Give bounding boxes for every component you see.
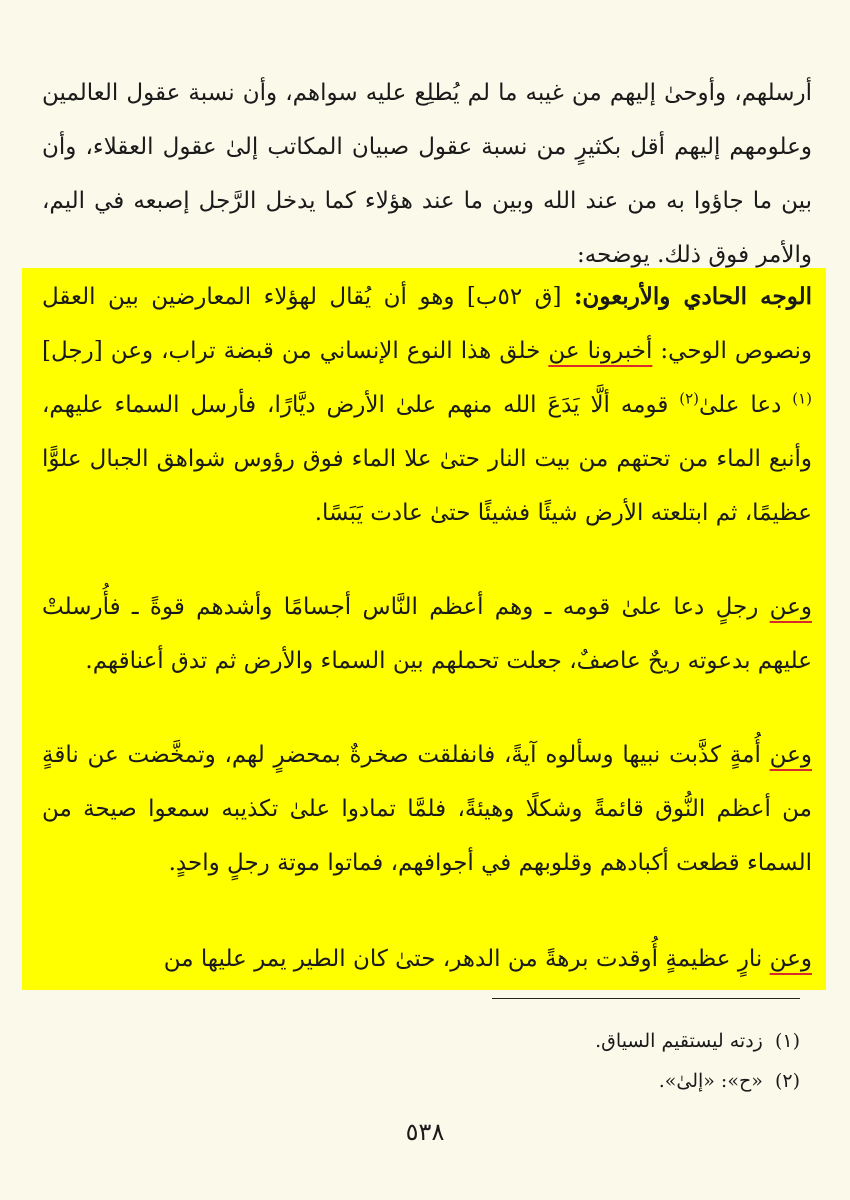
- underlined-word: وعن: [769, 742, 812, 768]
- footnote-2: [659, 1066, 800, 1096]
- p3-text: أُمةٍ كذَّبت نبيها وسألوه آيةً، فانفلقت صخرةٌ بمحضرٍ لهم، وتمخَّضت عن ناقةٍ من أعظم النُّوق قائمةً وشكلًا وهيئةً، فلمَّا تمادوا علىٰ تكذيبه سمعوا صيحة من السماء قطعت أكبادهم وقلوبهم في أجوافهم، فماتوا موتة رجلٍ واحدٍ.: [42, 742, 812, 876]
- intro-paragraph: [42, 66, 812, 282]
- p1-text-c: دعا علىٰ: [699, 392, 793, 418]
- footnote-divider: [492, 998, 800, 999]
- underlined-phrase: أخبرونا عن: [548, 338, 653, 364]
- underlined-word: وعن: [769, 946, 812, 972]
- p2-text: رجلٍ دعا علىٰ قومه ـ وهم أعظم النَّاس أجسامًا وأشدهم قوةً ـ فأُرسلتْ عليهم بدعوته ريحٌ عاصفٌ، جعلت تحملهم بين السماء والأرض ثم تدق أعناقهم.: [42, 594, 812, 674]
- p4-text: نارٍ عظيمةٍ أُوقدت برهةً من الدهر، حتىٰ كان الطير يمر عليها من: [163, 946, 770, 972]
- p1-text-d: قومه ألَّا يَدَعَ الله منهم علىٰ الأرض ديَّارًا، فأرسل السماء عليهم، وأنبع الماء من تحتهم من بيت النار حتىٰ علا الماء فوق رؤوس شواهق الجبال علوًّا عظيمًا، ثم ابتلعته الأرض شيئًا فشيئًا حتىٰ عادت يَبَسًا.: [42, 392, 812, 526]
- section-paragraph-4: [42, 932, 812, 986]
- footnote-number: (١): [774, 1030, 800, 1052]
- intro-text: أرسلهم، وأوحىٰ إليهم من غيبه ما لم يُطلِع عليه سواهم، وأن نسبة عقول العالمين وعلومهم إليهم أقل بكثيرٍ من نسبة عقول صبيان المكاتب إلىٰ عقول العقلاء، وأن بين ما جاؤوا به من عند الله وبين ما عند هؤلاء كما يدخل الرَّجل إصبعه في اليم، والأمر فوق ذلك. يوضحه:: [42, 80, 812, 268]
- footnote-text: «ح»: «إلىٰ».: [658, 1070, 763, 1092]
- footnote-text: زدته ليستقيم السياق.: [595, 1030, 763, 1052]
- manuscript-reference: [ق ٥٢ب]: [466, 284, 562, 310]
- footnote-number: (٢): [774, 1070, 800, 1092]
- section-paragraph-1: [42, 270, 812, 540]
- section-paragraph-2: [42, 580, 812, 688]
- footnote-1: [595, 1026, 800, 1056]
- p1-text-b: خلق هذا النوع الإنساني من قبضة تراب، وعن [رجل]: [42, 338, 549, 364]
- section-paragraph-3: [42, 728, 812, 890]
- footnote-marker-2[interactable]: (٢): [679, 389, 699, 408]
- underlined-word: وعن: [769, 594, 812, 620]
- footnote-marker-1[interactable]: (١): [792, 389, 812, 408]
- page-number: ٥٣٨: [405, 1118, 445, 1146]
- p1-text-a: وهو أن يُقال لهؤلاء المعارضين بين العقل ونصوص الوحي:: [42, 284, 812, 364]
- section-heading: الوجه الحادي والأربعون:: [573, 283, 812, 310]
